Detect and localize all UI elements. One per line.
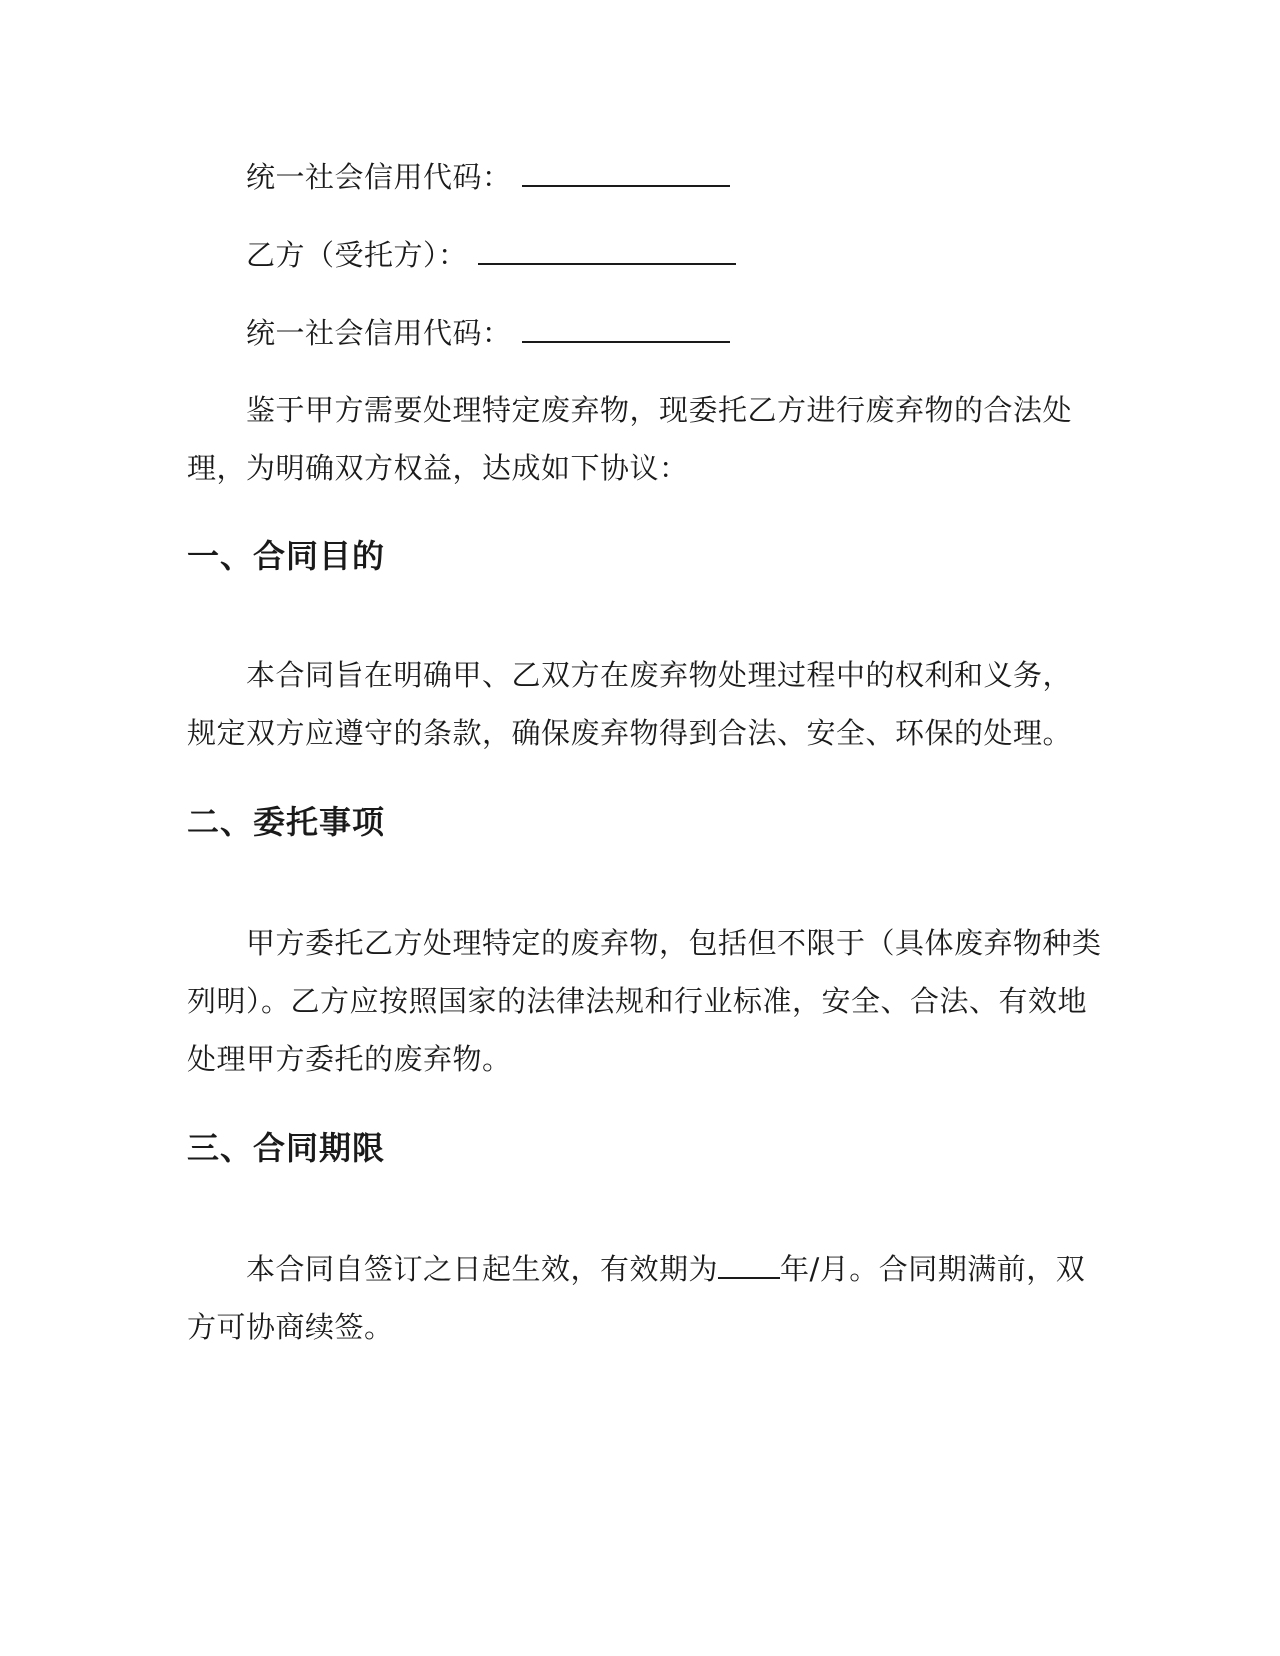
credit-code-label-1: 统一社会信用代码： — [246, 160, 512, 194]
credit-code-blank-1[interactable] — [522, 151, 730, 187]
preamble-line-2: 理，为明确双方权益，达成如下协议： — [187, 451, 689, 485]
section2-line-2: 列明）。乙方应按照国家的法律法规和行业标准，安全、合法、有效地 — [187, 984, 1088, 1018]
section2-line-3: 处理甲方委托的废弃物。 — [187, 1042, 512, 1076]
term-period-blank[interactable] — [718, 1247, 780, 1279]
term-text-after: 年/月。合同期满前，双 — [780, 1252, 1086, 1286]
credit-code-field-1 — [246, 148, 730, 206]
credit-code-blank-2[interactable] — [522, 307, 730, 343]
credit-code-label-2: 统一社会信用代码： — [246, 316, 512, 350]
term-text-before: 本合同自签订之日起生效，有效期为 — [246, 1252, 719, 1286]
section1-line-2: 规定双方应遵守的条款，确保废弃物得到合法、安全、环保的处理。 — [187, 716, 1073, 750]
party-b-blank[interactable] — [478, 229, 736, 265]
section2-line-1: 甲方委托乙方处理特定的废弃物，包括但不限于（具体废弃物种类 — [246, 926, 1102, 960]
section-heading-term: 三、合同期限 — [187, 1129, 386, 1167]
credit-code-field-2 — [246, 304, 730, 362]
preamble-line-1: 鉴于甲方需要处理特定废弃物，现委托乙方进行废弃物的合法处 — [246, 393, 1073, 427]
section-heading-purpose: 一、合同目的 — [187, 537, 386, 575]
section3-line-1 — [246, 1240, 1085, 1298]
party-b-field — [246, 226, 736, 284]
section1-line-1: 本合同旨在明确甲、乙双方在废弃物处理过程中的权利和义务， — [246, 658, 1073, 692]
section-heading-entrustment: 二、委托事项 — [187, 803, 386, 841]
party-b-label: 乙方（受托方）： — [246, 238, 468, 272]
section3-line-2: 方可协商续签。 — [187, 1310, 394, 1344]
